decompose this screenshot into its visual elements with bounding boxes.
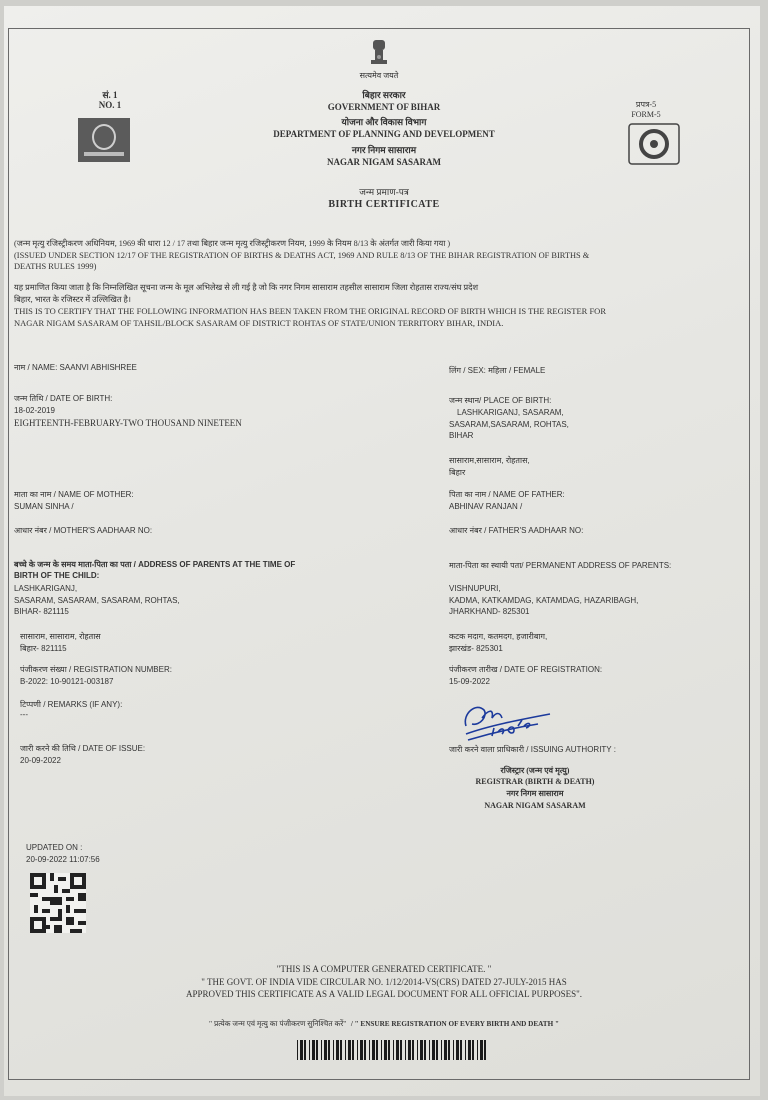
pob-line: SASARAM,SASARAM, ROHTAS,	[449, 419, 569, 429]
certificate-title-hindi: जन्म प्रमाण-पत्र	[359, 187, 409, 197]
footer-ensure-line	[0, 1013, 768, 1031]
pob-hindi-line: सासाराम,सासाराम, रोहतास,	[449, 456, 530, 465]
nagar-nigam-title: NAGAR NIGAM SASARAM	[327, 157, 441, 167]
mother-aadhaar-label: आधार नंबर / MOTHER'S AADHAAR NO:	[14, 526, 153, 535]
father-aadhaar-label: आधार नंबर / FATHER'S AADHAAR NO:	[449, 526, 584, 535]
pob-hindi-line: बिहार	[449, 467, 466, 477]
registration-number-label: पंजीकरण संख्या / REGISTRATION NUMBER:	[20, 665, 172, 674]
birth-address-line: LASHKARIGANJ,	[14, 584, 78, 593]
remarks-label: टिप्पणी / REMARKS (IF ANY):	[20, 700, 123, 709]
footer-circular-2: APPROVED THIS CERTIFICATE AS A VALID LEGAL DOCUMENT FOR ALL OFFICIAL PURPOSES".	[185, 989, 583, 999]
act-text-english-1: (ISSUED UNDER SECTION 12/17 OF THE REGISTRATION OF BIRTHS & DEATHS ACT, 1969 AND RULE 8/13 OF THE BIHAR REGISTRATION OF BIRTHS &	[14, 251, 590, 260]
cert-no: NO. 1	[98, 100, 122, 110]
birth-address-hindi-line: सासाराम, सासाराम, रोहतास	[20, 632, 101, 641]
pob-line: LASHKARIGANJ, SASARAM,	[457, 408, 564, 417]
certify-text-english-1: THIS IS TO CERTIFY THAT THE FOLLOWING INFORMATION HAS BEEN TAKEN FROM THE ORIGINAL RECORD OF BIRTH WHICH IS THE REGISTER FOR	[14, 306, 606, 316]
nagar-nigam-hindi: नगर निगम सासाराम	[351, 145, 417, 155]
pob-label: जन्म स्थान/ PLACE OF BIRTH:	[449, 396, 552, 405]
child-name: नाम / NAME: SAANVI ABHISHREE	[14, 363, 137, 372]
pob-line: BIHAR	[449, 431, 474, 440]
birth-address-label-1: बच्चे के जन्म के समय माता-पिता का पता / ADDRESS OF PARENTS AT THE TIME OF	[14, 560, 296, 569]
registration-number-value: B-2022: 10-90121-003187	[20, 677, 114, 686]
registrar-signature	[458, 696, 558, 746]
form-no-hindi: प्रपत्र-5	[635, 100, 657, 109]
permanent-address-line: JHARKHAND- 825301	[449, 607, 530, 616]
footer-computer-generated: "THIS IS A COMPUTER GENERATED CERTIFICATE. "	[276, 964, 492, 974]
emblem-motto: सत्यमेव जयते	[359, 71, 399, 80]
father-name-label: पिता का नाम / NAME OF FATHER:	[449, 490, 565, 499]
registration-date-value: 15-09-2022	[449, 677, 490, 686]
mother-name-value: SUMAN SINHA /	[14, 502, 74, 511]
certificate-paper	[4, 6, 760, 1096]
registration-date-label: पंजीकरण तारीख / DATE OF REGISTRATION:	[449, 665, 603, 674]
cert-no-hindi: सं. 1	[102, 90, 118, 100]
state-hindi: बिहार सरकार	[362, 90, 406, 100]
remarks-value: ---	[20, 710, 28, 719]
certify-text-hindi-1: यह प्रमाणित किया जाता है कि निम्नलिखित सूचना जन्म के मूल अभिलेख से ली गई है जो कि नगर निगम सासाराम तहसील सासाराम जिला रोहतास राज्य/संघ प्रदेश	[14, 283, 479, 292]
permanent-address-line: VISHNUPURI,	[449, 584, 501, 593]
certify-text-english-2: NAGAR NIGAM SASARAM OF TAHSIL/BLOCK SASARAM OF DISTRICT ROHTAS OF STATE/UNION TERRITORY BIHAR, INDIA.	[14, 318, 504, 328]
pob-hindi-lines	[449, 455, 530, 478]
dob-label: जन्म तिथि / DATE OF BIRTH:	[14, 394, 113, 403]
permanent-address-lines	[449, 583, 638, 618]
footer-ensure-hindi: " प्रत्येक जन्म एवं मृत्यु का पंजीकरण सुनिश्चित करें"	[209, 1019, 347, 1028]
birth-address-hindi-line: बिहार- 821115	[20, 643, 67, 653]
permanent-address-label: माता-पिता का स्थायी पता/ PERMANENT ADDRESS OF PARENTS:	[449, 561, 672, 570]
certificate-title: BIRTH CERTIFICATE	[328, 199, 440, 210]
sex-field: लिंग / SEX: महिला / FEMALE	[449, 366, 546, 375]
permanent-address-hindi-lines	[449, 631, 547, 654]
footer-ensure-english: / " ENSURE REGISTRATION OF EVERY BIRTH AND DEATH "	[350, 1020, 559, 1028]
mother-name-label: माता का नाम / NAME OF MOTHER:	[14, 490, 134, 499]
issue-date-label: जारी करने की तिथि / DATE OF ISSUE:	[20, 744, 146, 753]
father-name-value: ABHINAV RANJAN /	[449, 502, 523, 511]
permanent-address-line: KADMA, KATKAMDAG, KATAMDAG, HAZARIBAGH,	[449, 595, 639, 605]
act-text-english-2: DEATHS RULES 1999)	[14, 262, 97, 271]
certify-text-hindi-2: बिहार, भारत के रजिस्टर में उल्लिखित है।	[14, 295, 132, 304]
registrar-title: REGISTRAR (BIRTH & DEATH)	[475, 777, 595, 786]
updated-value: 20-09-2022 11:07:56	[26, 855, 100, 864]
birth-address-line: BIHAR- 821115	[14, 607, 69, 616]
registrar-hindi: रजिस्ट्रार (जन्म एवं मृत्यु)	[500, 766, 570, 775]
pob-lines	[449, 407, 569, 442]
dob-value: 18-02-2019	[14, 406, 55, 415]
registrar-office-hindi: नगर निगम सासाराम	[506, 789, 564, 798]
birth-address-line: SASARAM, SASARAM, SASARAM, ROHTAS,	[14, 595, 180, 605]
footer-circular-1: " THE GOVT. OF INDIA VIDE CIRCULAR NO. 1/12/2014-VS(CRS) DATED 27-JULY-2015 HAS	[201, 977, 567, 987]
qr-code-icon	[30, 872, 86, 934]
birth-address-lines	[14, 583, 180, 618]
barcode-icon	[297, 1040, 489, 1060]
registrar-office: NAGAR NIGAM SASARAM	[484, 801, 586, 810]
permanent-address-hindi-line: कटक मदाग, कतमदग, हजारीबाग,	[449, 632, 548, 641]
state-emblem-icon	[366, 38, 392, 68]
dob-words: EIGHTEENTH-FEBRUARY-TWO THOUSAND NINETEEN	[14, 418, 242, 428]
issuing-authority-label: जारी करने वाला प्राधिकारी / ISSUING AUTHORITY :	[449, 745, 616, 754]
birth-address-hindi-lines	[20, 631, 101, 654]
birth-address-label-2: BIRTH OF THE CHILD:	[14, 571, 100, 580]
government-title: GOVERNMENT OF BIHAR	[327, 102, 441, 112]
issue-date-value: 20-09-2022	[20, 756, 61, 765]
form-no: FORM-5	[631, 110, 661, 119]
updated-label: UPDATED ON :	[26, 843, 83, 852]
act-text-hindi: (जन्म मृत्यु रजिस्ट्रीकरण अधिनियम, 1969 की धारा 12 / 17 तथा बिहार जन्म मृत्यु रजिस्ट्रीकरण नियम, 1999 के नियम 8/13 के अंतर्गत जारी किया गया )	[14, 239, 451, 248]
department-title: DEPARTMENT OF PLANNING AND DEVELOPMENT	[273, 129, 495, 139]
permanent-address-hindi-line: झारखंड- 825301	[449, 643, 503, 653]
department-hindi: योजना और विकास विभाग	[341, 117, 427, 127]
